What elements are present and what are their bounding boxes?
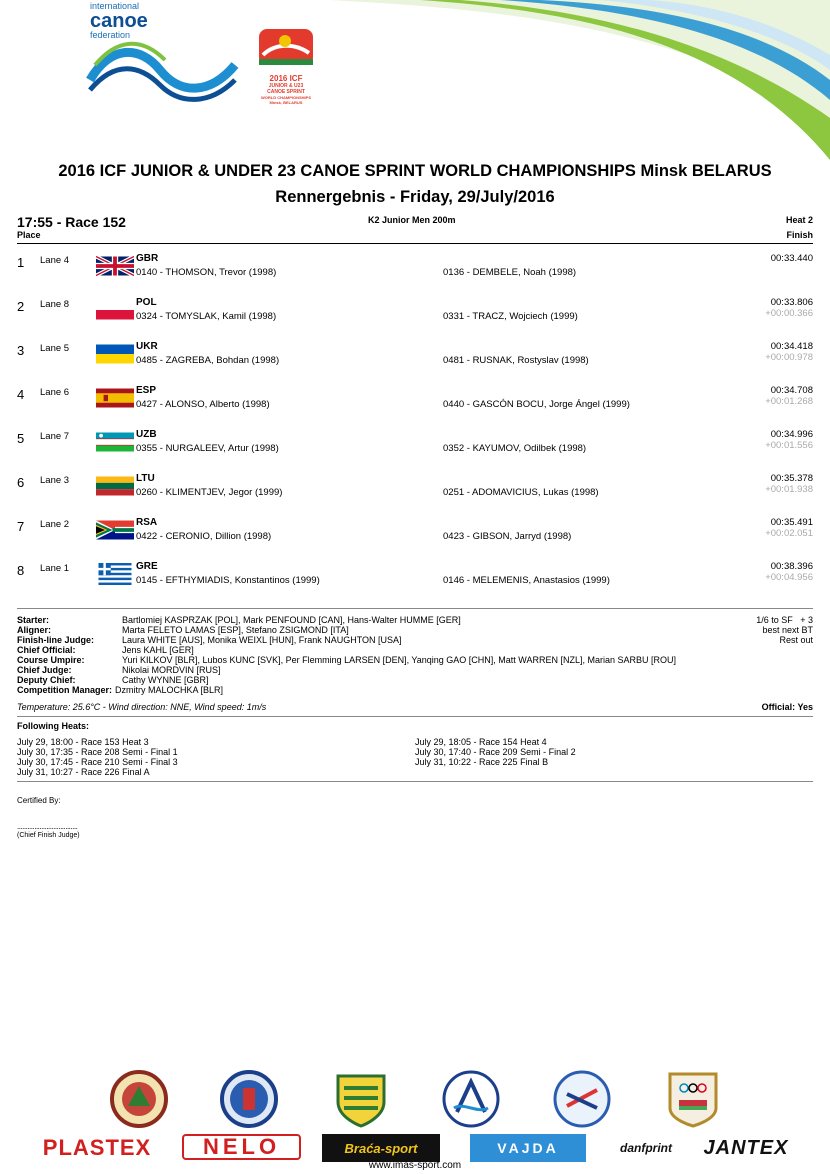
federation-emblem-icon — [442, 1068, 500, 1130]
finish-time: 00:33.440 — [770, 253, 813, 264]
gre-flag-icon — [96, 563, 134, 585]
athlete-1: 0422 - CERONIO, Dillion (1998) — [136, 531, 272, 542]
athlete-1: 0324 - TOMYSLAK, Kamil (1998) — [136, 311, 277, 322]
following-heat: July 29, 18:05 - Race 154 Heat 4 — [415, 737, 547, 747]
header-divider — [17, 243, 813, 244]
result-row — [0, 431, 830, 475]
athlete-1: 0427 - ALONSO, Alberto (1998) — [136, 399, 270, 410]
event-logo-line-4: WORLD CHAMPIONSHIPS — [261, 95, 311, 100]
pol-flag-icon — [96, 299, 134, 321]
athlete-2: 0423 - GIBSON, Jarryd (1998) — [443, 531, 572, 542]
lane: Lane 5 — [40, 343, 70, 354]
time-behind: +00:01.938 — [765, 484, 813, 495]
finish-time: 00:35.378 — [770, 473, 813, 484]
athlete-1: 0260 - KLIMENTJEV, Jegor (1999) — [136, 487, 283, 498]
finish-time: 00:34.996 — [770, 429, 813, 440]
time-behind: +00:00.978 — [765, 352, 813, 363]
official-role: Deputy Chief: — [17, 675, 76, 685]
official-names: Marta FELETO LAMAS [ESP], Stefano ZSIGMOND [ITA] — [122, 625, 349, 635]
icf-logo-text — [90, 2, 160, 40]
signature-role: (Chief Finish Judge) — [17, 832, 80, 839]
race-time: 17:55 - Race 152 — [17, 214, 126, 230]
official-row — [17, 625, 676, 635]
lane: Lane 8 — [40, 299, 70, 310]
stage-label: Finish — [786, 230, 813, 240]
lane: Lane 2 — [40, 519, 70, 530]
official-names: Dzmitry MALOCHKA [BLR] — [115, 685, 224, 695]
official-role: Finish-line Judge: — [17, 635, 95, 645]
olympic-committee-emblem-icon — [664, 1068, 722, 1130]
athlete-2: 0146 - MELEMENIS, Anastasios (1999) — [443, 575, 610, 586]
finish-time: 00:33.806 — [770, 297, 813, 308]
time-behind: +00:00.366 — [765, 308, 813, 319]
heat-label: Heat 2 — [785, 215, 813, 225]
rank: 7 — [17, 519, 25, 534]
lane: Lane 4 — [40, 255, 70, 266]
following-heats-col-1 — [17, 737, 178, 777]
country-code: GRE — [136, 561, 158, 572]
event-logo-emblem-icon — [255, 25, 317, 70]
certified-by-label: Certified By: — [17, 796, 61, 805]
rank: 6 — [17, 475, 25, 490]
lane: Lane 1 — [40, 563, 70, 574]
official-names: Cathy WYNNE [GBR] — [122, 675, 209, 685]
rank: 2 — [17, 299, 25, 314]
esp-flag-icon — [96, 387, 134, 409]
finish-time: 00:34.708 — [770, 385, 813, 396]
result-row — [0, 343, 830, 387]
country-code: LTU — [136, 473, 155, 484]
official-names: Laura WHITE [AUS], Monika WEIXL [HUN], Frank NAUGHTON [USA] — [122, 635, 402, 645]
sponsor-danfprint: danfprint — [620, 1141, 672, 1155]
rank: 5 — [17, 431, 25, 446]
advancement-line: Rest out — [779, 635, 813, 645]
lane: Lane 3 — [40, 475, 70, 486]
icf-logo-line-1: international — [90, 1, 140, 11]
athlete-1: 0145 - EFTHYMIADIS, Konstantinos (1999) — [136, 575, 320, 586]
weather-divider — [17, 716, 813, 717]
heats-divider — [17, 781, 813, 782]
place-header: Place — [17, 230, 41, 240]
rank: 1 — [17, 255, 25, 270]
following-heats-col-2 — [415, 737, 576, 767]
country-code: GBR — [136, 253, 159, 264]
athlete-2: 0481 - RUSNAK, Rostyslav (1998) — [443, 355, 589, 366]
official-row — [17, 675, 676, 685]
official-row — [17, 645, 676, 655]
sponsor-jantex: JANTEX — [703, 1136, 789, 1159]
result-row — [0, 299, 830, 343]
uzb-flag-icon — [96, 431, 134, 453]
weather-info: Temperature: 25.6°C - Wind direction: NNE, Wind speed: 1m/s — [17, 702, 267, 712]
result-row — [0, 255, 830, 299]
official-role: Course Umpire: — [17, 655, 85, 665]
page-title: 2016 ICF JUNIOR & UNDER 23 CANOE SPRINT WORLD CHAMPIONSHIPS Minsk BELARUS — [58, 162, 772, 180]
official-status: Official: Yes — [761, 702, 813, 712]
sponsor-vajda: VAJDA — [470, 1134, 586, 1162]
official-row — [17, 665, 676, 675]
official-names: Jens KAHL [GER] — [122, 645, 194, 655]
athlete-2: 0440 - GASCÓN BOCU, Jorge Ángel (1999) — [443, 399, 630, 410]
page-subtitle: Rennergebnis - Friday, 29/July/2016 — [275, 188, 555, 206]
athlete-2: 0352 - KAYUMOV, Odilbek (1998) — [443, 443, 587, 454]
official-names: Yuri KILKOV [BLR], Lubos KUNC [SVK], Per Flemming LARSEN [DEN], Yanqing GAO [CHN], Matt WARREN [NZL], Marian SARBU [ROU] — [122, 655, 676, 665]
race-type: K2 Junior Men 200m — [368, 215, 456, 225]
rank: 3 — [17, 343, 25, 358]
official-role: Starter: — [17, 615, 50, 625]
official-role: Aligner: — [17, 625, 52, 635]
official-role: Chief Official: — [17, 645, 76, 655]
result-row — [0, 563, 830, 607]
lane: Lane 6 — [40, 387, 70, 398]
following-heat: July 31, 10:27 - Race 226 Final A — [17, 767, 150, 777]
result-row — [0, 475, 830, 519]
official-names: Nikolai MORDVIN [RUS] — [122, 665, 221, 675]
time-behind: +00:04.956 — [765, 572, 813, 583]
result-row — [0, 387, 830, 431]
official-row — [17, 685, 676, 695]
event-logo-line-2: JUNIOR & U23 — [268, 83, 304, 89]
time-behind: +00:02.051 — [765, 528, 813, 539]
website-link[interactable]: www.imas-sport.com — [368, 1160, 462, 1171]
icf-logo-line-2: canoe — [90, 10, 148, 32]
athlete-1: 0140 - THOMSON, Trevor (1998) — [136, 267, 277, 278]
rank: 4 — [17, 387, 25, 402]
athlete-2: 0251 - ADOMAVICIUS, Lukas (1998) — [443, 487, 599, 498]
following-heats-title: Following Heats: — [17, 721, 89, 731]
athlete-2: 0136 - DEMBELE, Noah (1998) — [443, 267, 577, 278]
athlete-2: 0331 - TRACZ, Wojciech (1999) — [443, 311, 578, 322]
ltu-flag-icon — [96, 475, 134, 497]
following-heat: July 29, 18:00 - Race 153 Heat 3 — [17, 737, 149, 747]
finish-time: 00:35.491 — [770, 517, 813, 528]
event-logo-line-3: CANOE SPRINT — [267, 89, 305, 95]
association-emblem-icon — [553, 1068, 611, 1130]
advancement-line: best next BT — [762, 625, 813, 635]
rank: 8 — [17, 563, 25, 578]
following-heat: July 30, 17:40 - Race 209 Semi - Final 2 — [415, 747, 576, 757]
country-code: RSA — [136, 517, 158, 528]
officials-list — [17, 615, 676, 695]
club-crest-icon — [110, 1068, 168, 1130]
advancement-line: 1/6 to SF + 3 — [756, 615, 813, 625]
lane: Lane 7 — [40, 431, 70, 442]
following-heat: July 30, 17:35 - Race 208 Semi - Final 1 — [17, 747, 178, 757]
official-row — [17, 635, 676, 645]
country-code: UZB — [136, 429, 157, 440]
athlete-1: 0355 - NURGALEEV, Artur (1998) — [136, 443, 279, 454]
ukr-flag-icon — [96, 343, 134, 365]
time-behind: +00:01.268 — [765, 396, 813, 407]
official-names: Bartlomiej KASPRZAK [POL], Mark PENFOUND [CAN], Hans-Walter HUMME [GER] — [122, 615, 461, 625]
event-logo — [255, 25, 317, 115]
coat-of-arms-icon — [332, 1068, 390, 1130]
signature-line: ................................... — [17, 822, 78, 831]
sponsor-plastex: PLASTEX — [42, 1135, 152, 1160]
time-behind: +00:01.556 — [765, 440, 813, 451]
official-role: Chief Judge: — [17, 665, 72, 675]
event-logo-year: 2016 ICF — [269, 74, 303, 83]
following-heat: July 31, 10:22 - Race 225 Final B — [415, 757, 549, 767]
city-crest-icon — [220, 1068, 278, 1130]
country-code: UKR — [136, 341, 158, 352]
athlete-1: 0485 - ZAGREBA, Bohdan (1998) — [136, 355, 280, 366]
results-divider — [17, 608, 813, 609]
advancement-rules — [756, 615, 813, 645]
icf-logo-line-3: federation — [90, 30, 131, 40]
finish-time: 00:38.396 — [770, 561, 813, 572]
sponsor-nelo: NELO — [182, 1134, 301, 1160]
official-row — [17, 615, 676, 625]
event-logo-line-5: Minsk, BELARUS — [269, 100, 303, 105]
sponsor-braca-sport: Braća-sport — [322, 1134, 440, 1162]
official-row — [17, 655, 676, 665]
gbr-flag-icon — [96, 255, 134, 277]
finish-time: 00:34.418 — [770, 341, 813, 352]
country-code: ESP — [136, 385, 157, 396]
result-row — [0, 519, 830, 563]
following-heat: July 30, 17:45 - Race 210 Semi - Final 3 — [17, 757, 178, 767]
country-code: POL — [136, 297, 157, 308]
rsa-flag-icon — [96, 519, 134, 541]
official-role: Competition Manager: — [17, 685, 113, 695]
